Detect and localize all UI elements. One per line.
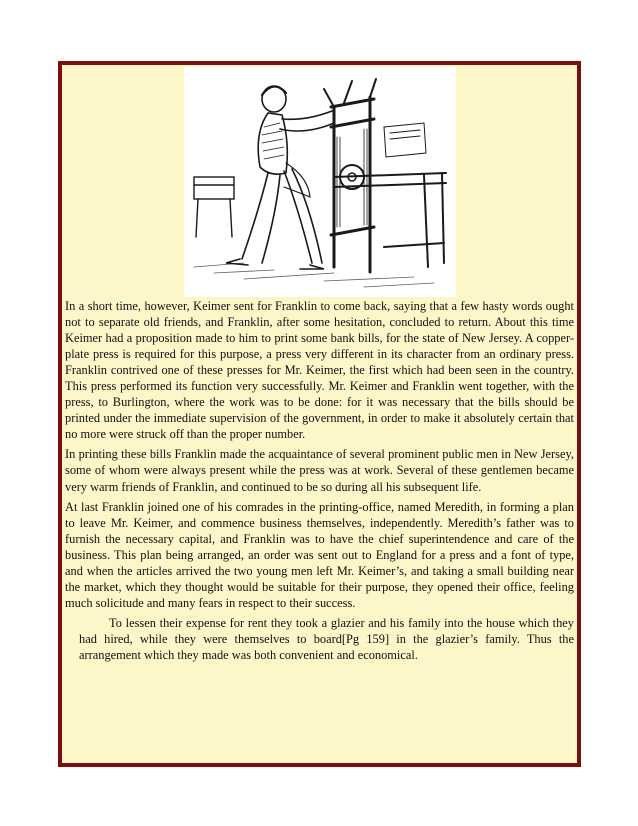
page-frame xyxy=(58,61,581,767)
paragraph-1: In a short time, however, Keimer sent for Franklin to come back, saying that a few hasty words ought not to separate old friends, and Franklin, after some hesitation, concluded to return. About this time Keimer had a proposition made to him to print some bank bills, for the state of New Jersey. A copper-plate press is required for this purpose, a press very different in its character from an ordinary press. Franklin contrived one of these presses for Mr. Keimer, the first which had been seen in the country. This press performed its function very successfully. Mr. Keimer and Franklin went together, with the press, to Burlington, where the work was to be done: for it was necessary that the bills should be printed under the immediate supervision of the government, in order to make it absolutely certain that no more were struck off than the proper number. xyxy=(65,299,574,442)
printing-press-illustration xyxy=(184,67,456,297)
printing-press-engraving xyxy=(184,67,456,297)
paragraph-2: In printing these bills Franklin made the acquaintance of several prominent public men in New Jersey, some of whom were always present while the press was at work. Several of these gentlemen became very warm friends of Franklin, and continued to be so during all his subsequent life. xyxy=(65,447,574,494)
body-text xyxy=(65,298,574,663)
paragraph-3: At last Franklin joined one of his comrades in the printing-office, named Meredith, in forming a plan to leave Mr. Keimer, and commence business themselves, independently. Meredith’s father was to furnish the necessary capital, and Franklin was to have the chief superintendence and care of the business. This plan being arranged, an order was sent out to England for a press and a font of type, and when the articles arrived the two young men left Mr. Keimer’s, and taking a small building near the market, which they thought would be suitable for their purpose, they opened their office, feeling much solicitude and many fears in respect to their success. xyxy=(65,499,574,610)
paragraph-4: To lessen their expense for rent they took a glazier and his family into the house which they had hired, while they were themselves to board[Pg 159] in the glazier’s family. Thus the arrangement which they made was both convenient and economical. xyxy=(79,615,574,662)
